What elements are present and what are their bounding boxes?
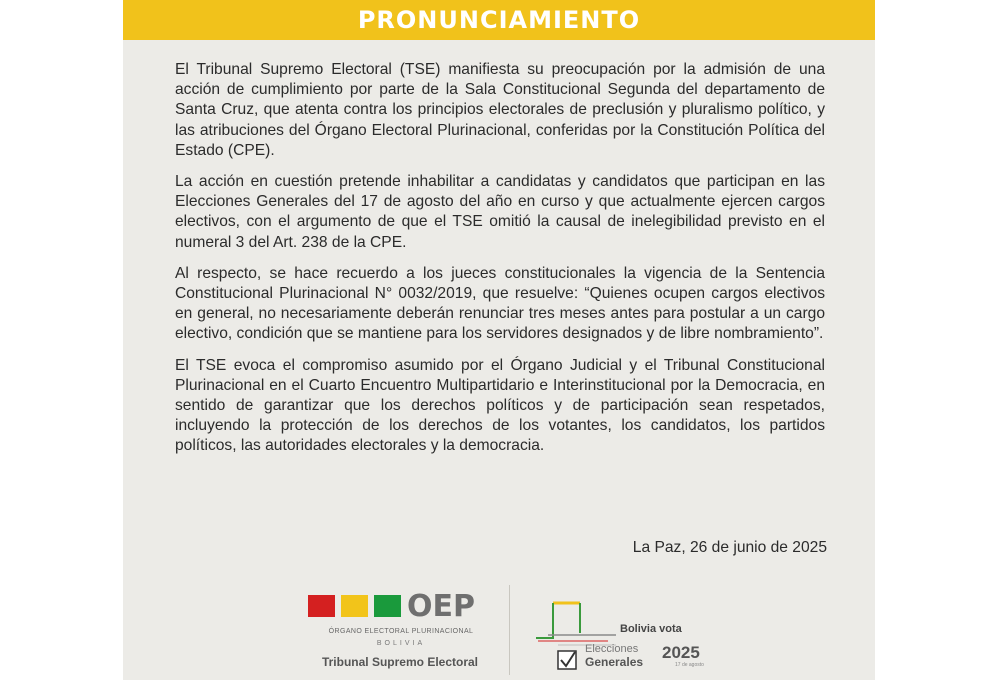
elections-year: 2025 (662, 643, 700, 662)
statement-body (175, 60, 825, 468)
title-banner (123, 0, 875, 40)
page-title: PRONUNCIAMIENTO (357, 6, 641, 34)
logo-divider (509, 585, 510, 675)
footer-logos (123, 585, 875, 680)
oep-country: BOLIVIA (376, 640, 426, 647)
paragraph-2: La acción en cuestión pretende inhabilitar a candidatas y candidatos que participan en las Elecciones Generales del 17 de agosto del año en curso y que actualmente ejercen cargos electivos, con el argumento de que el TSE omitió la causal de inelegibilidad previsto en el numeral 3 del Art. 238 de la CPE. (175, 173, 825, 251)
elections-tagline: Bolivia vota (620, 623, 682, 635)
oep-acronym: OEP (407, 589, 475, 624)
date-line: La Paz, 26 de junio de 2025 (632, 539, 827, 556)
yellow-square-icon (341, 595, 368, 617)
paragraph-4: El TSE evoca el compromiso asumido por el Órgano Judicial y el Tribunal Constitucional Plurinacional en el Cuarto Encuentro Multipartidario e Interinstitucional por la Democracia, en sentido de garantizar que los derechos políticos y de participación sean respetados, incluyendo la protección de los derechos de los votantes, los candidatos, los partidos políticos, las autoridades electorales y la democracia. (175, 356, 825, 455)
oep-full-name: ÓRGANO ELECTORAL PLURINACIONAL (328, 628, 474, 635)
elections-date-small: 17 de agosto (675, 662, 704, 668)
green-square-icon (374, 595, 401, 617)
red-square-icon (308, 595, 335, 617)
paragraph-3: Al respecto, se hace recuerdo a los jueces constitucionales la vigencia de la Sentencia Constitucional Plurinacional N° 0032/2019, que resuelve: “Quienes ocupen cargos electivos en general, no necesariamente deberán renunciar tres meses antes para postular a un cargo electivo, condición que se mantiene para los servidores designados y de libre nombramiento”. (175, 264, 825, 343)
paragraph-1: El Tribunal Supremo Electoral (TSE) manifiesta su preocupación por la admisión de una acción de cumplimiento por parte de la Sala Constitucional Segunda del departamento de Santa Cruz, que atenta contra los principios electorales de preclusión y pluralismo político, y las atribuciones del Órgano Electoral Plurinacional, conferidas por la Constitución Política del Estado (CPE). (175, 61, 825, 159)
oep-institution: Tribunal Supremo Electoral (321, 655, 479, 669)
document-page (123, 0, 875, 680)
oep-color-squares-icon (308, 595, 402, 617)
elections-line-2: Generales (585, 655, 644, 669)
elections-line-1: Elecciones (585, 643, 639, 655)
